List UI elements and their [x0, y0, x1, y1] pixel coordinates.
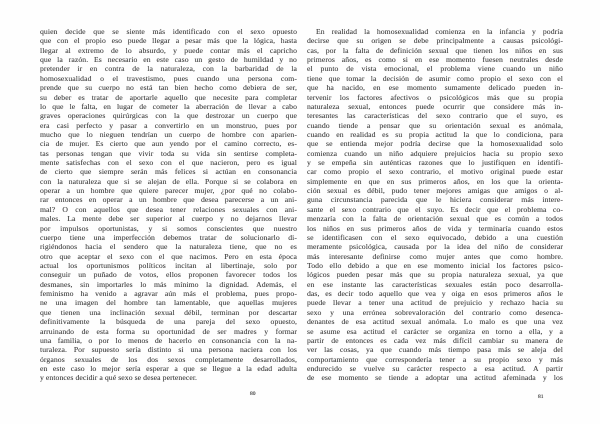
text-line: conseguir un puñado de votos, ellos proponen favorecer todos los	[40, 270, 297, 280]
text-line: era casi perfecto y pasar a convertirlo en un monstruo, pues por	[40, 120, 297, 130]
text-line: tiene que tomar la decisión de asumir como propio el sexo con el	[307, 73, 563, 83]
text-line: quien decide que se siente más identificado con el sexo opuesto	[40, 27, 297, 36]
text-line: Todo ello debido a que en ese momento inicial los factores psico-	[307, 260, 563, 270]
page-left-text	[40, 27, 297, 383]
text-line: car como propio el sexo contrario, el motivo original puede estar	[307, 167, 563, 177]
text-line: una familia, o por lo menos de hacerlo en consonancia con la na-	[40, 335, 297, 345]
text-line: prende que su cuerpo no está tan bien hecho como debiera de ser,	[40, 83, 297, 93]
text-line: actual los oportunismos políticos incitan al libertinaje, solo por	[40, 260, 297, 270]
text-line: definitivamente la búsqueda de una pareja del sexo opuesto,	[40, 317, 297, 327]
text-line: guna circunstancia parecida que le hiciera considerar más intere-	[307, 195, 563, 205]
text-line: pretender ir en contra de la naturaleza, con la barbaridad de la	[40, 64, 297, 74]
text-line: se asume esa actitud el carácter se organiza en torno a ella, y a	[307, 326, 563, 336]
text-line: decirse que su origen se debe principalmente a causas psicológi-	[307, 36, 563, 46]
text-line: cia de mujer. Es cierto que aun yendo por el camino correcto, es-	[40, 139, 297, 149]
text-line: que tienen una inclinación sexual débil, terminan por descartar	[40, 307, 297, 317]
text-line: de ese momento se tiende a adoptar una actitud afeminada y los	[307, 373, 563, 383]
text-line: arruinando de esta forma su oportunidad de ser madres y formar	[40, 326, 297, 336]
text-line: que con el propio eso puede llegar a pesar más que la lógica, hasta	[40, 36, 297, 46]
text-line: males. La mente debe ser superior al cuerpo y no dejarnos llevar	[40, 214, 297, 224]
text-line: ción sexual es débil, pudo tener mejores amigas que amigos o al-	[307, 186, 563, 196]
text-line: turaleza. Por supuesto sería distinto si una persona naciera con los	[40, 345, 297, 355]
text-line: y entonces decidir a qué sexo se desea pertenecer.	[40, 373, 198, 383]
text-line: los niños en sus primeros años de vida y terminaría cuando estos	[307, 223, 563, 233]
text-line: cuerpo tiene una imperfección debemos tratar de solucionarlo di-	[40, 232, 297, 242]
text-line: simplemente en que en sus primeros años, en los que la orienta-	[307, 176, 563, 186]
page-right-text	[307, 27, 563, 383]
text-line: rigiéndonos hacia el sendero que la naturaleza tiene, que no es	[40, 242, 297, 252]
text-line: feminismo ha venido a agravar aún más el problema, pues propo-	[40, 289, 297, 299]
text-line: tas personas tengan que vivir toda su vida sin sentirse completa-	[40, 148, 297, 158]
text-line: el punto de vista emocional, el problema viene cuando un niño	[307, 64, 563, 74]
text-line: en ese instante las características sexuales están poco desarrolla-	[307, 279, 563, 289]
text-line: desmanes, sin importarles lo más mínimo la dignidad. Además, el	[40, 279, 297, 289]
text-line: tervenir los factores afectivos o psicológicos más que su propia	[307, 92, 563, 102]
page-number-right: 81	[538, 394, 544, 400]
text-line: puede llevar a tener una actitud de prejuicio y rechazo hacia su	[307, 298, 563, 308]
text-line: de cierto que siempre serán más felices si actúan en consonancia	[40, 167, 297, 177]
text-line: ver las cosas, ya que cuando más tiempo pasa más se aleja del	[307, 345, 563, 355]
text-line: otro que aceptar el sexo con el que nacimos. Pero en esta época	[40, 251, 297, 261]
text-line: partir de entonces es cada vez más difícil cambiar su manera de	[307, 335, 563, 345]
page-left	[40, 27, 297, 383]
text-line: das, es decir todo aquello que vea y oiga en esos primeros años le	[307, 289, 563, 299]
text-line: operar a un hombre que quiere parecer mujer, ¿por qué no colabo-	[40, 186, 297, 196]
text-line: lógicos pueden pesar más que su propia naturaleza sexual, ya que	[307, 270, 563, 280]
text-line: rar entonces en operar a un hombre que desea parecerse a un ani-	[40, 195, 297, 205]
text-line: denantes de esa actitud sexual anómala. Lo malo es que una vez	[307, 317, 563, 327]
text-line: meramente psicológica, causada por la idea del niño de considerar	[307, 242, 563, 252]
text-line: comportamiento que correspondería tener a su propio sexo y más	[307, 354, 563, 364]
text-line: mucho que lo nieguen tendrían un cuerpo de hombre con aparien-	[40, 129, 297, 139]
text-line: homosexualidad o el travestismo, pues cuando una persona com-	[40, 73, 297, 83]
text-line: ne una imagen del hombre tan lamentable, que aquellas mujeres	[40, 298, 297, 308]
text-line: lo que le falta, en lugar de cometer la aberración de llevar a cabo	[40, 101, 297, 111]
text-line: se identificasen con el sexo equivocado, debido a una cuestión	[307, 232, 563, 242]
text-line: que la razón. Es necesario en este caso un gesto de humildad y no	[40, 55, 297, 65]
text-line: comienza cuando un niño adquiere prejuicios hacia su propio sexo	[307, 148, 563, 158]
text-line: sexo y una errónea sobrevaloración del contrario como desenca-	[307, 307, 563, 317]
text-line: con la naturaleza que si se alejan de ella. Porque si se colabora en	[40, 176, 297, 186]
text-line: graves operaciones quirúrgicas con la que destrozar un cuerpo que	[40, 111, 297, 121]
page-right	[307, 27, 563, 383]
text-line: por impulsos oportunistas, y si somos conscientes que nuestro	[40, 223, 297, 233]
text-line: mal? O con aquellos que desea tener relaciones sexuales con ani-	[40, 204, 297, 214]
text-line: primeros años, es como si en ese momento fuesen neutrales desde	[307, 55, 563, 65]
text-line: sante el sexo contrario que el suyo. Es decir que el problema co-	[307, 204, 563, 214]
text-line: en este caso lo mejor sería esperar a que se llegue a la edad adulta	[40, 363, 297, 373]
text-line: endurecido se vuelve su carácter respecto a esa actitud. A partir	[307, 363, 563, 373]
text-line: su deber es tratar de aportarle aquello que necesite para completar	[40, 92, 297, 102]
page-number-left: 80	[250, 391, 256, 397]
text-line: llegar al extremo de lo absurdo, y puede contar más el capricho	[40, 45, 297, 55]
text-line: naturaleza sexual, entonces puede ocurrir que considere más in-	[307, 101, 563, 111]
text-line: más interesante definirse como mujer antes que como hombre.	[307, 251, 563, 261]
text-line: que ha nacido, en ese momento sumamente delicado pueden in-	[307, 83, 563, 93]
text-line: cuando tiende a pensar que su orientación sexual es anómala,	[307, 120, 563, 130]
text-line: En realidad la homosexualidad comienza en la infancia y podría	[316, 27, 563, 36]
text-line: que se entienda mejor podría decirse que la homosexualidad solo	[307, 139, 563, 149]
text-line: y se empeña sin auténticas razones que lo justifiquen en identifi-	[307, 158, 563, 168]
text-line: cas, por la falta de definición sexual que tienen los niños en sus	[307, 45, 563, 55]
text-line: órganos sexuales de los dos sexos completamente desarrollados,	[40, 354, 297, 364]
text-line: cuando en realidad es su propia actitud la que lo condiciona, para	[307, 129, 563, 139]
text-line: menzaría con la falta de orientación sexual que es común a todos	[307, 214, 563, 224]
text-line: teresantes las características del sexo contrario que el suyo, es	[307, 111, 563, 121]
text-line: mente satisfechas con el sexo con el que nacieron, pero es igual	[40, 158, 297, 168]
